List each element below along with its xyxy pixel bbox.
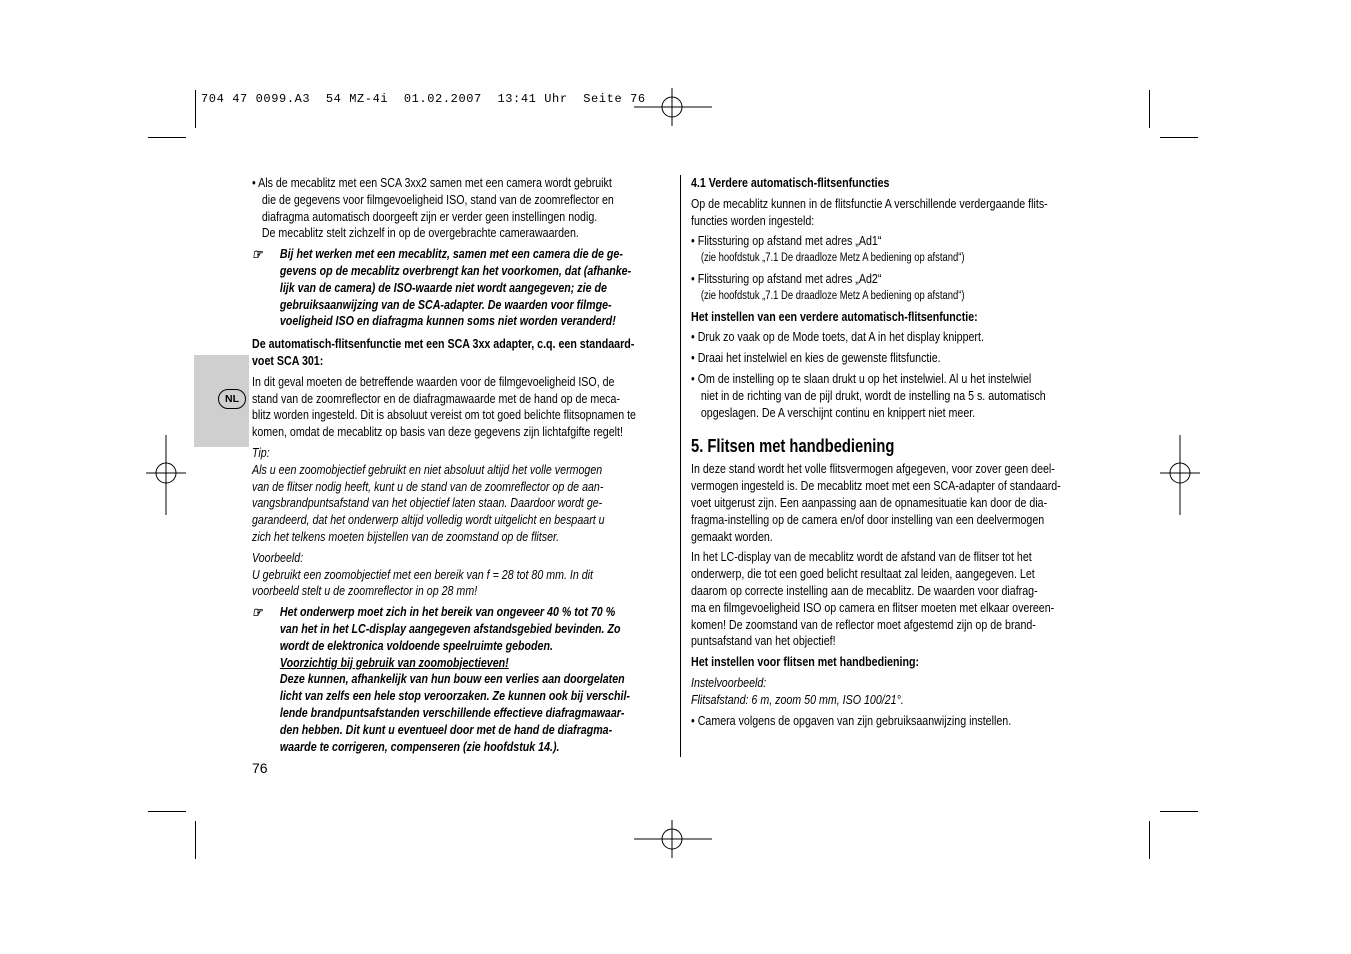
- caution-line: Voorzichtig bij gebruik van zoomobjectieven!: [279, 654, 509, 670]
- list-item-ad1: • Flitssturing op afstand met adres „Ad1“: [691, 233, 882, 249]
- text-line: onderwerp, die tot een goed belicht resultaat zal leiden, aangegeven. Let: [691, 566, 1035, 582]
- registration-mark-icon: [634, 86, 712, 126]
- text-line: daarom op correcte instelling aan de mecablitz. De waarden voor diafrag-: [691, 582, 1038, 598]
- text-line: gevens op de mecablitz overbrengt kan het voorkomen, dat (afhanke-: [279, 262, 632, 278]
- text-line: blitz worden ingesteld. Dit is absoluut vereist om tot goed belichte flitsopnamen te: [252, 407, 636, 423]
- language-badge: NL: [218, 389, 246, 409]
- text-line: ma en filmgevoeligheid ISO op camera en flitser moeten met elkaar overeen-: [691, 599, 1055, 615]
- text-line: lijk van de camera) de ISO-waarde niet wordt aangegeven; zie de: [279, 279, 607, 295]
- registration-mark-icon: [1160, 435, 1200, 515]
- text-line: De automatisch-flitsenfunctie met een SCA 3xx adapter, c.q. een standaard-: [252, 336, 635, 352]
- print-header: 704 47 0099.A3 54 MZ-4i 01.02.2007 13:41 Uhr Seite 76: [201, 92, 646, 106]
- heading-sca3xx: [252, 336, 636, 370]
- text-line: gemaakt worden.: [691, 528, 773, 544]
- text-line: niet in de richting van de pijl drukt, wordt de instelling na 5 s. automatisch: [700, 387, 1046, 403]
- text-line: voorbeeld stelt u de zoomreflector in op 28 mm!: [252, 583, 478, 599]
- text-line: Het onderwerp moet zich in het bereik van ongeveer 40 % tot 70 %: [279, 604, 616, 620]
- text-line: vermogen ingesteld is. De mecablitz moet met een SCA-adapter of standaard-: [691, 478, 1061, 494]
- section-heading-5: 5. Flitsen met handbediening: [691, 436, 895, 457]
- text-line: Bij het werken met een mecablitz, samen met een camera die de ge-: [279, 246, 623, 262]
- paragraph-5a: [691, 461, 1061, 545]
- pointing-hand-icon: ☞: [252, 246, 263, 263]
- left-column: [252, 175, 636, 755]
- ad2-reference: (zie hoofdstuk „7.1 De draadloze Metz A bediening op afstand“): [700, 289, 965, 302]
- heading-handbediening: Het instellen voor flitsen met handbediening:: [691, 654, 920, 670]
- text-line: voet SCA 301:: [252, 352, 324, 368]
- text-line: Deze kunnen, afhankelijk van hun bouw een verlies aan doorgelaten: [279, 671, 625, 687]
- text-line: Op de mecablitz kunnen in de flitsfunctie A verschillende verdergaande flits-: [691, 195, 1048, 211]
- intro-4-1: [691, 196, 1061, 230]
- step-1: • Druk zo vaak op de Mode toets, dat A in het display knippert.: [691, 329, 984, 345]
- text-line: voet uitgerust zijn. Een aanpassing aan de opnamesituatie kan door de dia-: [691, 494, 1048, 510]
- tip-block: [252, 445, 636, 546]
- text-line: zich het telkens moeten bijstellen van de zoomstand op de flitser.: [252, 528, 560, 544]
- text-line: garandeerd, dat het onderwerp altijd volledig wordt uitgelicht en bespaart u: [252, 512, 605, 528]
- text-line: In deze stand wordt het volle flitsvermogen afgegeven, voor zover geen deel-: [691, 461, 1055, 477]
- text-line: waarde te corrigeren, compenseren (zie hoofdstuk 14.).: [279, 738, 560, 754]
- text-line: stand van de zoomreflector en de diafragmawaarde met de hand op de meca-: [252, 390, 621, 406]
- text-line: voeligheid ISO en diafragma kunnen soms niet worden veranderd!: [279, 313, 616, 329]
- step-3: [691, 371, 1061, 421]
- text-line: • Als de mecablitz met een SCA 3xx2 samen met een camera wordt gebruikt: [252, 175, 612, 190]
- text-line: komen, omdat de mecablitz op basis van deze gegevens zijn lichtafgifte regelt!: [252, 424, 623, 440]
- ad1-reference: (zie hoofdstuk „7.1 De draadloze Metz A bediening op afstand“): [700, 252, 965, 265]
- section-heading-4-1: 4.1 Verdere automatisch-flitsenfuncties: [691, 175, 890, 190]
- text-line: vangsbrandpuntsafstand van het objectief laten staan. Daardoor wordt ge-: [252, 495, 603, 511]
- text-line: opgeslagen. De A verschijnt continu en knippert niet meer.: [700, 404, 976, 420]
- page-number: 76: [252, 760, 268, 776]
- text-line: functies worden ingesteld:: [691, 212, 815, 228]
- text-line: • Om de instelling op te slaan drukt u op het instelwiel. Al u het instelwiel: [691, 370, 1032, 386]
- note-distance-range: [252, 604, 636, 755]
- heading-instellen: Het instellen van een verdere automatisch-flitsenfunctie:: [691, 308, 978, 324]
- text-line: den hebben. Dit kunt u eventueel door met de hand de diafragma-: [279, 721, 613, 737]
- text-line: De mecablitz stelt zichzelf in op de overgebrachte camerawaarden.: [261, 225, 579, 241]
- example-label: Voorbeeld:: [252, 549, 304, 565]
- right-column: [691, 175, 1061, 729]
- bullet-sca3xx2: [252, 175, 636, 242]
- text-line: die de gegevens voor filmgevoeligheid ISO, stand van de zoomreflector en: [261, 191, 614, 207]
- column-divider: [680, 175, 681, 757]
- registration-mark-icon: [634, 820, 712, 860]
- example-value: Flitsafstand: 6 m, zoom 50 mm, ISO 100/21°.: [691, 691, 904, 707]
- text-line: gebruiksaanwijzing van de SCA-adapter. De waarden voor filmge-: [279, 296, 612, 312]
- text-line: puntsafstand van het objectief!: [691, 633, 836, 649]
- text-line: licht van zelfs een hele stop veroorzaken. Ze kunnen ook bij verschil-: [279, 688, 630, 704]
- list-item-ad2: • Flitssturing op afstand met adres „Ad2“: [691, 270, 882, 286]
- text-line: van de flitser nodig heeft, kunt u de stand van de zoomreflector op de aan-: [252, 478, 604, 494]
- text-line: U gebruikt een zoomobjectief met een bereik van f = 28 tot 80 mm. In dit: [252, 566, 594, 582]
- text-line: lende brandpuntsafstanden verschillende effectieve diafragmawaar-: [279, 704, 625, 720]
- example-block: [252, 550, 636, 600]
- text-line: In dit geval moeten de betreffende waarden voor de filmgevoeligheid ISO, de: [252, 373, 615, 389]
- final-bullet: • Camera volgens de opgaven van zijn gebruiksaanwijzing instellen.: [691, 712, 1012, 728]
- text-line: van het in het LC-display aangegeven afstandsgebied bevinden. Zo: [279, 620, 621, 636]
- note-iso-display: [252, 246, 636, 330]
- text-line: wordt de elektronica voldoende speelruimte geboden.: [279, 637, 553, 653]
- step-2: • Draai het instelwiel en kies de gewenste flitsfunctie.: [691, 350, 941, 366]
- text-line: In het LC-display van de mecablitz wordt de afstand van de flitser tot het: [691, 549, 1032, 565]
- text-line: komen! De zoomstand van de reflector moet afgestemd zijn op de brand-: [691, 616, 1036, 632]
- paragraph-5b: [691, 549, 1061, 650]
- text-line: fragma-instelling op de camera en/of door instelling van een deelvermogen: [691, 511, 1045, 527]
- paragraph-sca3xx: [252, 374, 636, 441]
- text-line: diafragma automatisch doorgeeft zijn er verder geen instellingen nodig.: [261, 208, 598, 224]
- text-line: Als u een zoomobjectief gebruikt en niet absoluut altijd het volle vermogen: [252, 461, 603, 477]
- tip-label: Tip:: [252, 444, 270, 460]
- example-label: Instelvoorbeeld:: [691, 674, 767, 690]
- registration-mark-icon: [146, 435, 186, 515]
- pointing-hand-icon: ☞: [252, 604, 263, 621]
